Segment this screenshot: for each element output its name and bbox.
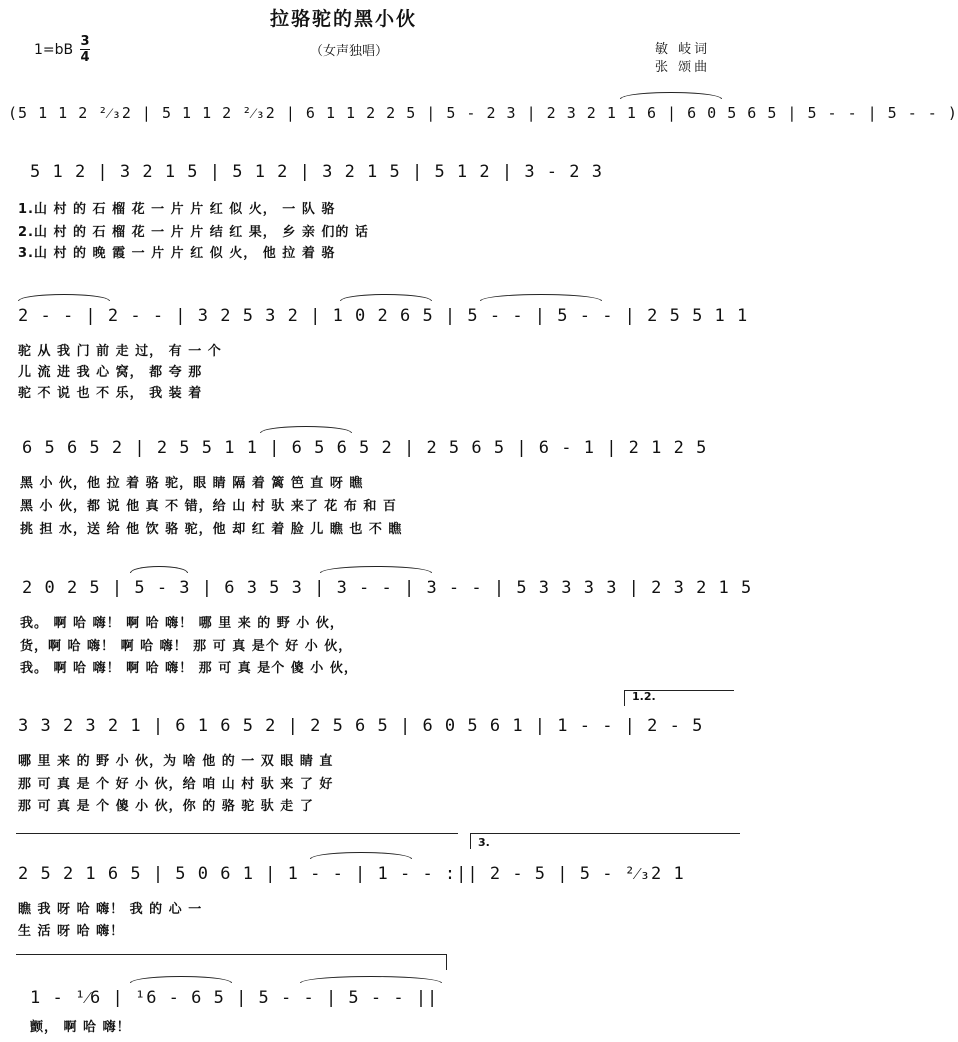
system-4-lyrics-2: 黑 小 伙，都 说 他 真 不 错，给 山 村 驮 来了 花 布 和 百 (20, 499, 397, 514)
system-7-lyrics-2: 生 活 呀 哈 嗨！ (18, 924, 125, 939)
system-2-lyrics-2: 2.山 村 的 石 榴 花 一 片 片 结 红 果， 乡 亲 们的 话 (18, 225, 369, 240)
system-4-lyrics-3: 挑 担 水，送 给 他 饮 骆 驼，他 却 红 着 脸 儿 瞧 也 不 瞧 (20, 522, 403, 537)
system-3-lyrics-2: 儿 流 进 我 心 窝， 都 夸 那 (18, 365, 203, 380)
system-5-lyrics-2: 货，啊 哈 嗨！ 啊 哈 嗨！ 那 可 真 是个 好 小 伙， (20, 639, 353, 654)
system-5-notes: 2 0 2 5 | 5 - 3 | 6 3 5 3 | 3 - - | 3 - - | 5 3 3 3 3 | 2 3 2 1 5 (22, 578, 753, 598)
system-4-notes: 6 5 6 5 2 | 2 5 5 1 1 | 6 5 6 5 2 | 2 5 6 5 | 6 - 1 | 2 1 2 5 (22, 438, 708, 458)
system-3-notes: 2 - - | 2 - - | 3 2 5 3 2 | 1 0 2 6 5 | 5 - - | 5 - - | 2 5 5 1 1 (18, 306, 749, 326)
system-4-lyrics-1: 黑 小 伙，他 拉 着 骆 驼，眼 睛 隔 着 篱 笆 直 呀 瞧 (20, 476, 364, 491)
time-bottom: 4 (80, 50, 90, 65)
system-3-lyrics-1: 驼 从 我 门 前 走 过， 有 一 个 (18, 344, 222, 359)
system-2-notes: 5 1 2 | 3 2 1 5 | 5 1 2 | 3 2 1 5 | 5 1 2 | 3 - 2 3 (30, 162, 603, 182)
system-8-notes: 1 - ¹⁄6 | ¹6 - 6 5 | 5 - - | 5 - - || (30, 988, 439, 1008)
song-title: 拉骆驼的黑小伙 (270, 8, 418, 30)
system-6-lyrics-3: 那 可 真 是 个 傻 小 伙，你 的 骆 驼 驮 走 了 (18, 799, 314, 814)
system-2-lyrics-1: 1.山 村 的 石 榴 花 一 片 片 红 似 火， 一 队 骆 (18, 202, 336, 217)
system-6-lyrics-1: 哪 里 来 的 野 小 伙，为 啥 他 的 一 双 眼 睛 直 (18, 754, 334, 769)
system-7-notes: 2 5 2 1 6 5 | 5 0 6 1 | 1 - - | 1 - - :|| 2 - 5 | 5 - ²⁄₃2 1 (18, 864, 685, 884)
system-5-lyrics-1: 我。 啊 哈 嗨！ 啊 哈 嗨！ 哪 里 来 的 野 小 伙， (20, 616, 344, 631)
key-signature (34, 42, 73, 58)
system-1-notes: (5 1 1 2 ²⁄₃2 | 5 1 1 2 ²⁄₃2 | 6 1 1 2 2 5 | 5 - 2 3 | 2 3 2 1 1 6 | 6 0 5 6 5 | 5 - - | 5 - - ) (8, 104, 958, 122)
composer-credit: 张 颂曲 (655, 60, 711, 75)
system-3-lyrics-3: 驼 不 说 也 不 乐， 我 装 着 (18, 386, 203, 401)
volta-1-2: 1.2. (632, 690, 656, 703)
system-2-lyrics-3: 3.山 村 的 晚 霞 一 片 片 红 似 火， 他 拉 着 骆 (18, 246, 336, 261)
system-8-lyrics-1: 颤， 啊 哈 嗨！ (30, 1020, 131, 1035)
time-top: 3 (80, 34, 90, 49)
time-signature (80, 34, 90, 65)
song-subtitle: （女声独唱） (310, 44, 389, 59)
system-6-notes: 3 3 2 3 2 1 | 6 1 6 5 2 | 2 5 6 5 | 6 0 5 6 1 | 1 - - | 2 - 5 (18, 716, 704, 736)
lyricist-credit: 敏 岐词 (655, 42, 711, 57)
system-7-lyrics-1: 瞧 我 呀 哈 嗨！ 我 的 心 一 (18, 902, 203, 917)
key-label: 1=bB (34, 42, 74, 58)
system-5-lyrics-3: 我。 啊 哈 嗨！ 啊 哈 嗨！ 那 可 真 是个 傻 小 伙， (20, 661, 358, 676)
system-6-lyrics-2: 那 可 真 是 个 好 小 伙，给 咱 山 村 驮 来 了 好 (18, 777, 334, 792)
volta-3: 3. (478, 836, 490, 849)
